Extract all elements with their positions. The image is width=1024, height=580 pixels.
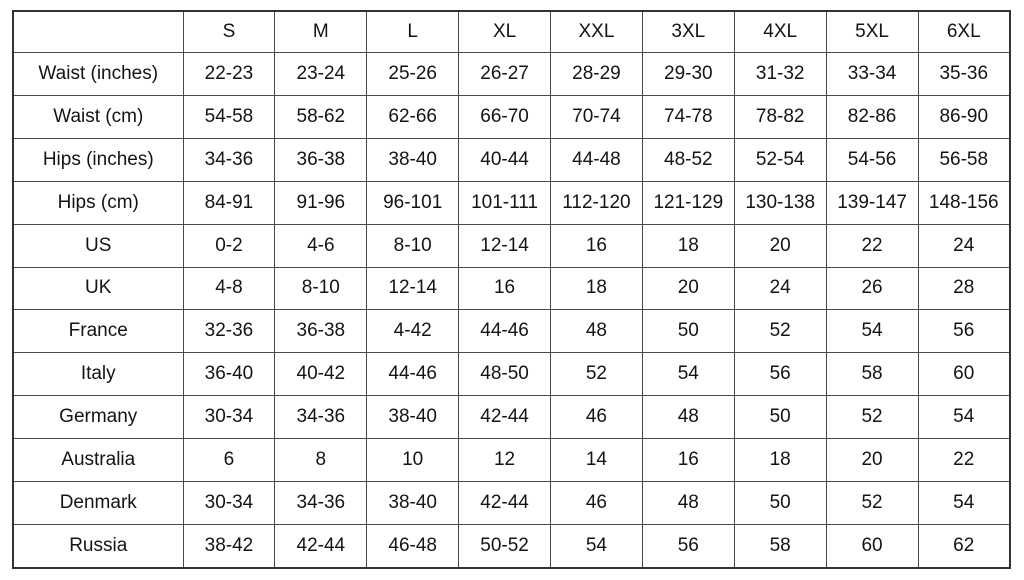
table-cell: 16 <box>459 267 551 310</box>
column-header-5xl: 5XL <box>826 11 918 53</box>
table-cell: 16 <box>551 224 643 267</box>
table-cell: 8 <box>275 439 367 482</box>
table-cell: 54-56 <box>826 138 918 181</box>
column-header-xl: XL <box>459 11 551 53</box>
table-cell: 29-30 <box>642 53 734 96</box>
table-cell: 46 <box>551 396 643 439</box>
table-cell: 52 <box>551 353 643 396</box>
table-cell: 130-138 <box>734 181 826 224</box>
table-row <box>13 267 1010 310</box>
table-cell: 78-82 <box>734 95 826 138</box>
table-cell: 4-8 <box>183 267 275 310</box>
table-cell: 46-48 <box>367 524 459 568</box>
header-row <box>13 11 1010 53</box>
table-cell: 96-101 <box>367 181 459 224</box>
table-cell: 24 <box>734 267 826 310</box>
table-cell: 42-44 <box>459 396 551 439</box>
table-cell: 31-32 <box>734 53 826 96</box>
table-cell: 121-129 <box>642 181 734 224</box>
table-cell: 20 <box>642 267 734 310</box>
column-header-m: M <box>275 11 367 53</box>
table-row <box>13 396 1010 439</box>
table-cell: 56 <box>918 310 1010 353</box>
row-label: Waist (cm) <box>13 95 183 138</box>
size-conversion-table <box>12 10 1011 569</box>
table-cell: 38-42 <box>183 524 275 568</box>
table-cell: 52-54 <box>734 138 826 181</box>
table-cell: 56-58 <box>918 138 1010 181</box>
table-cell: 4-42 <box>367 310 459 353</box>
table-cell: 52 <box>734 310 826 353</box>
table-cell: 66-70 <box>459 95 551 138</box>
table-cell: 26 <box>826 267 918 310</box>
table-cell: 40-42 <box>275 353 367 396</box>
table-cell: 48 <box>642 396 734 439</box>
table-cell: 18 <box>734 439 826 482</box>
table-cell: 56 <box>734 353 826 396</box>
row-label: Germany <box>13 396 183 439</box>
table-cell: 48 <box>551 310 643 353</box>
table-cell: 6 <box>183 439 275 482</box>
table-cell: 42-44 <box>275 524 367 568</box>
table-row <box>13 310 1010 353</box>
table-cell: 22 <box>826 224 918 267</box>
column-header-6xl: 6XL <box>918 11 1010 53</box>
table-cell: 36-38 <box>275 310 367 353</box>
table-cell: 18 <box>551 267 643 310</box>
column-header-4xl: 4XL <box>734 11 826 53</box>
table-cell: 48 <box>642 482 734 525</box>
table-cell: 50 <box>734 482 826 525</box>
table-cell: 4-6 <box>275 224 367 267</box>
table-cell: 148-156 <box>918 181 1010 224</box>
table-row <box>13 524 1010 568</box>
row-label: Hips (inches) <box>13 138 183 181</box>
table-cell: 82-86 <box>826 95 918 138</box>
table-cell: 54 <box>826 310 918 353</box>
table-row <box>13 482 1010 525</box>
table-cell: 34-36 <box>275 396 367 439</box>
table-row <box>13 53 1010 96</box>
table-cell: 62 <box>918 524 1010 568</box>
table-cell: 44-46 <box>367 353 459 396</box>
table-row <box>13 439 1010 482</box>
table-cell: 32-36 <box>183 310 275 353</box>
table-cell: 36-40 <box>183 353 275 396</box>
table-cell: 84-91 <box>183 181 275 224</box>
table-cell: 22 <box>918 439 1010 482</box>
table-cell: 50 <box>642 310 734 353</box>
table-cell: 18 <box>642 224 734 267</box>
table-cell: 8-10 <box>275 267 367 310</box>
table-cell: 25-26 <box>367 53 459 96</box>
table-cell: 20 <box>826 439 918 482</box>
row-label: Russia <box>13 524 183 568</box>
table-row <box>13 181 1010 224</box>
table-row <box>13 138 1010 181</box>
table-cell: 28 <box>918 267 1010 310</box>
table-cell: 20 <box>734 224 826 267</box>
table-cell: 58 <box>734 524 826 568</box>
row-label: Waist (inches) <box>13 53 183 96</box>
column-header-3xl: 3XL <box>642 11 734 53</box>
table-cell: 12 <box>459 439 551 482</box>
table-cell: 86-90 <box>918 95 1010 138</box>
table-cell: 50-52 <box>459 524 551 568</box>
table-cell: 139-147 <box>826 181 918 224</box>
table-cell: 35-36 <box>918 53 1010 96</box>
table-cell: 58-62 <box>275 95 367 138</box>
row-label: UK <box>13 267 183 310</box>
table-cell: 54 <box>918 482 1010 525</box>
table-cell: 60 <box>826 524 918 568</box>
table-cell: 24 <box>918 224 1010 267</box>
table-cell: 50 <box>734 396 826 439</box>
table-cell: 34-36 <box>275 482 367 525</box>
table-cell: 26-27 <box>459 53 551 96</box>
table-row <box>13 95 1010 138</box>
table-cell: 74-78 <box>642 95 734 138</box>
corner-cell <box>13 11 183 53</box>
table-cell: 10 <box>367 439 459 482</box>
table-cell: 36-38 <box>275 138 367 181</box>
row-label: Denmark <box>13 482 183 525</box>
table-cell: 34-36 <box>183 138 275 181</box>
table-row <box>13 224 1010 267</box>
column-header-l: L <box>367 11 459 53</box>
table-body <box>13 53 1010 569</box>
table-cell: 91-96 <box>275 181 367 224</box>
row-label: Australia <box>13 439 183 482</box>
table-cell: 33-34 <box>826 53 918 96</box>
table-cell: 48-50 <box>459 353 551 396</box>
row-label: France <box>13 310 183 353</box>
table-cell: 48-52 <box>642 138 734 181</box>
table-cell: 12-14 <box>367 267 459 310</box>
table-row <box>13 353 1010 396</box>
table-cell: 54 <box>642 353 734 396</box>
column-header-xxl: XXL <box>551 11 643 53</box>
row-label: Italy <box>13 353 183 396</box>
table-cell: 56 <box>642 524 734 568</box>
table-cell: 38-40 <box>367 482 459 525</box>
table-cell: 12-14 <box>459 224 551 267</box>
table-cell: 14 <box>551 439 643 482</box>
table-cell: 46 <box>551 482 643 525</box>
table-cell: 38-40 <box>367 396 459 439</box>
table-cell: 44-46 <box>459 310 551 353</box>
table-cell: 60 <box>918 353 1010 396</box>
table-cell: 30-34 <box>183 396 275 439</box>
table-cell: 70-74 <box>551 95 643 138</box>
table-cell: 44-48 <box>551 138 643 181</box>
table-cell: 54-58 <box>183 95 275 138</box>
table-cell: 8-10 <box>367 224 459 267</box>
table-cell: 40-44 <box>459 138 551 181</box>
table-cell: 52 <box>826 396 918 439</box>
table-cell: 112-120 <box>551 181 643 224</box>
table-cell: 52 <box>826 482 918 525</box>
table-cell: 28-29 <box>551 53 643 96</box>
table-cell: 23-24 <box>275 53 367 96</box>
table-cell: 54 <box>918 396 1010 439</box>
table-cell: 38-40 <box>367 138 459 181</box>
table-cell: 30-34 <box>183 482 275 525</box>
table-cell: 58 <box>826 353 918 396</box>
table-cell: 54 <box>551 524 643 568</box>
column-header-s: S <box>183 11 275 53</box>
table-cell: 42-44 <box>459 482 551 525</box>
table-cell: 62-66 <box>367 95 459 138</box>
table-cell: 0-2 <box>183 224 275 267</box>
table-cell: 101-111 <box>459 181 551 224</box>
row-label: Hips (cm) <box>13 181 183 224</box>
table-cell: 16 <box>642 439 734 482</box>
row-label: US <box>13 224 183 267</box>
table-cell: 22-23 <box>183 53 275 96</box>
